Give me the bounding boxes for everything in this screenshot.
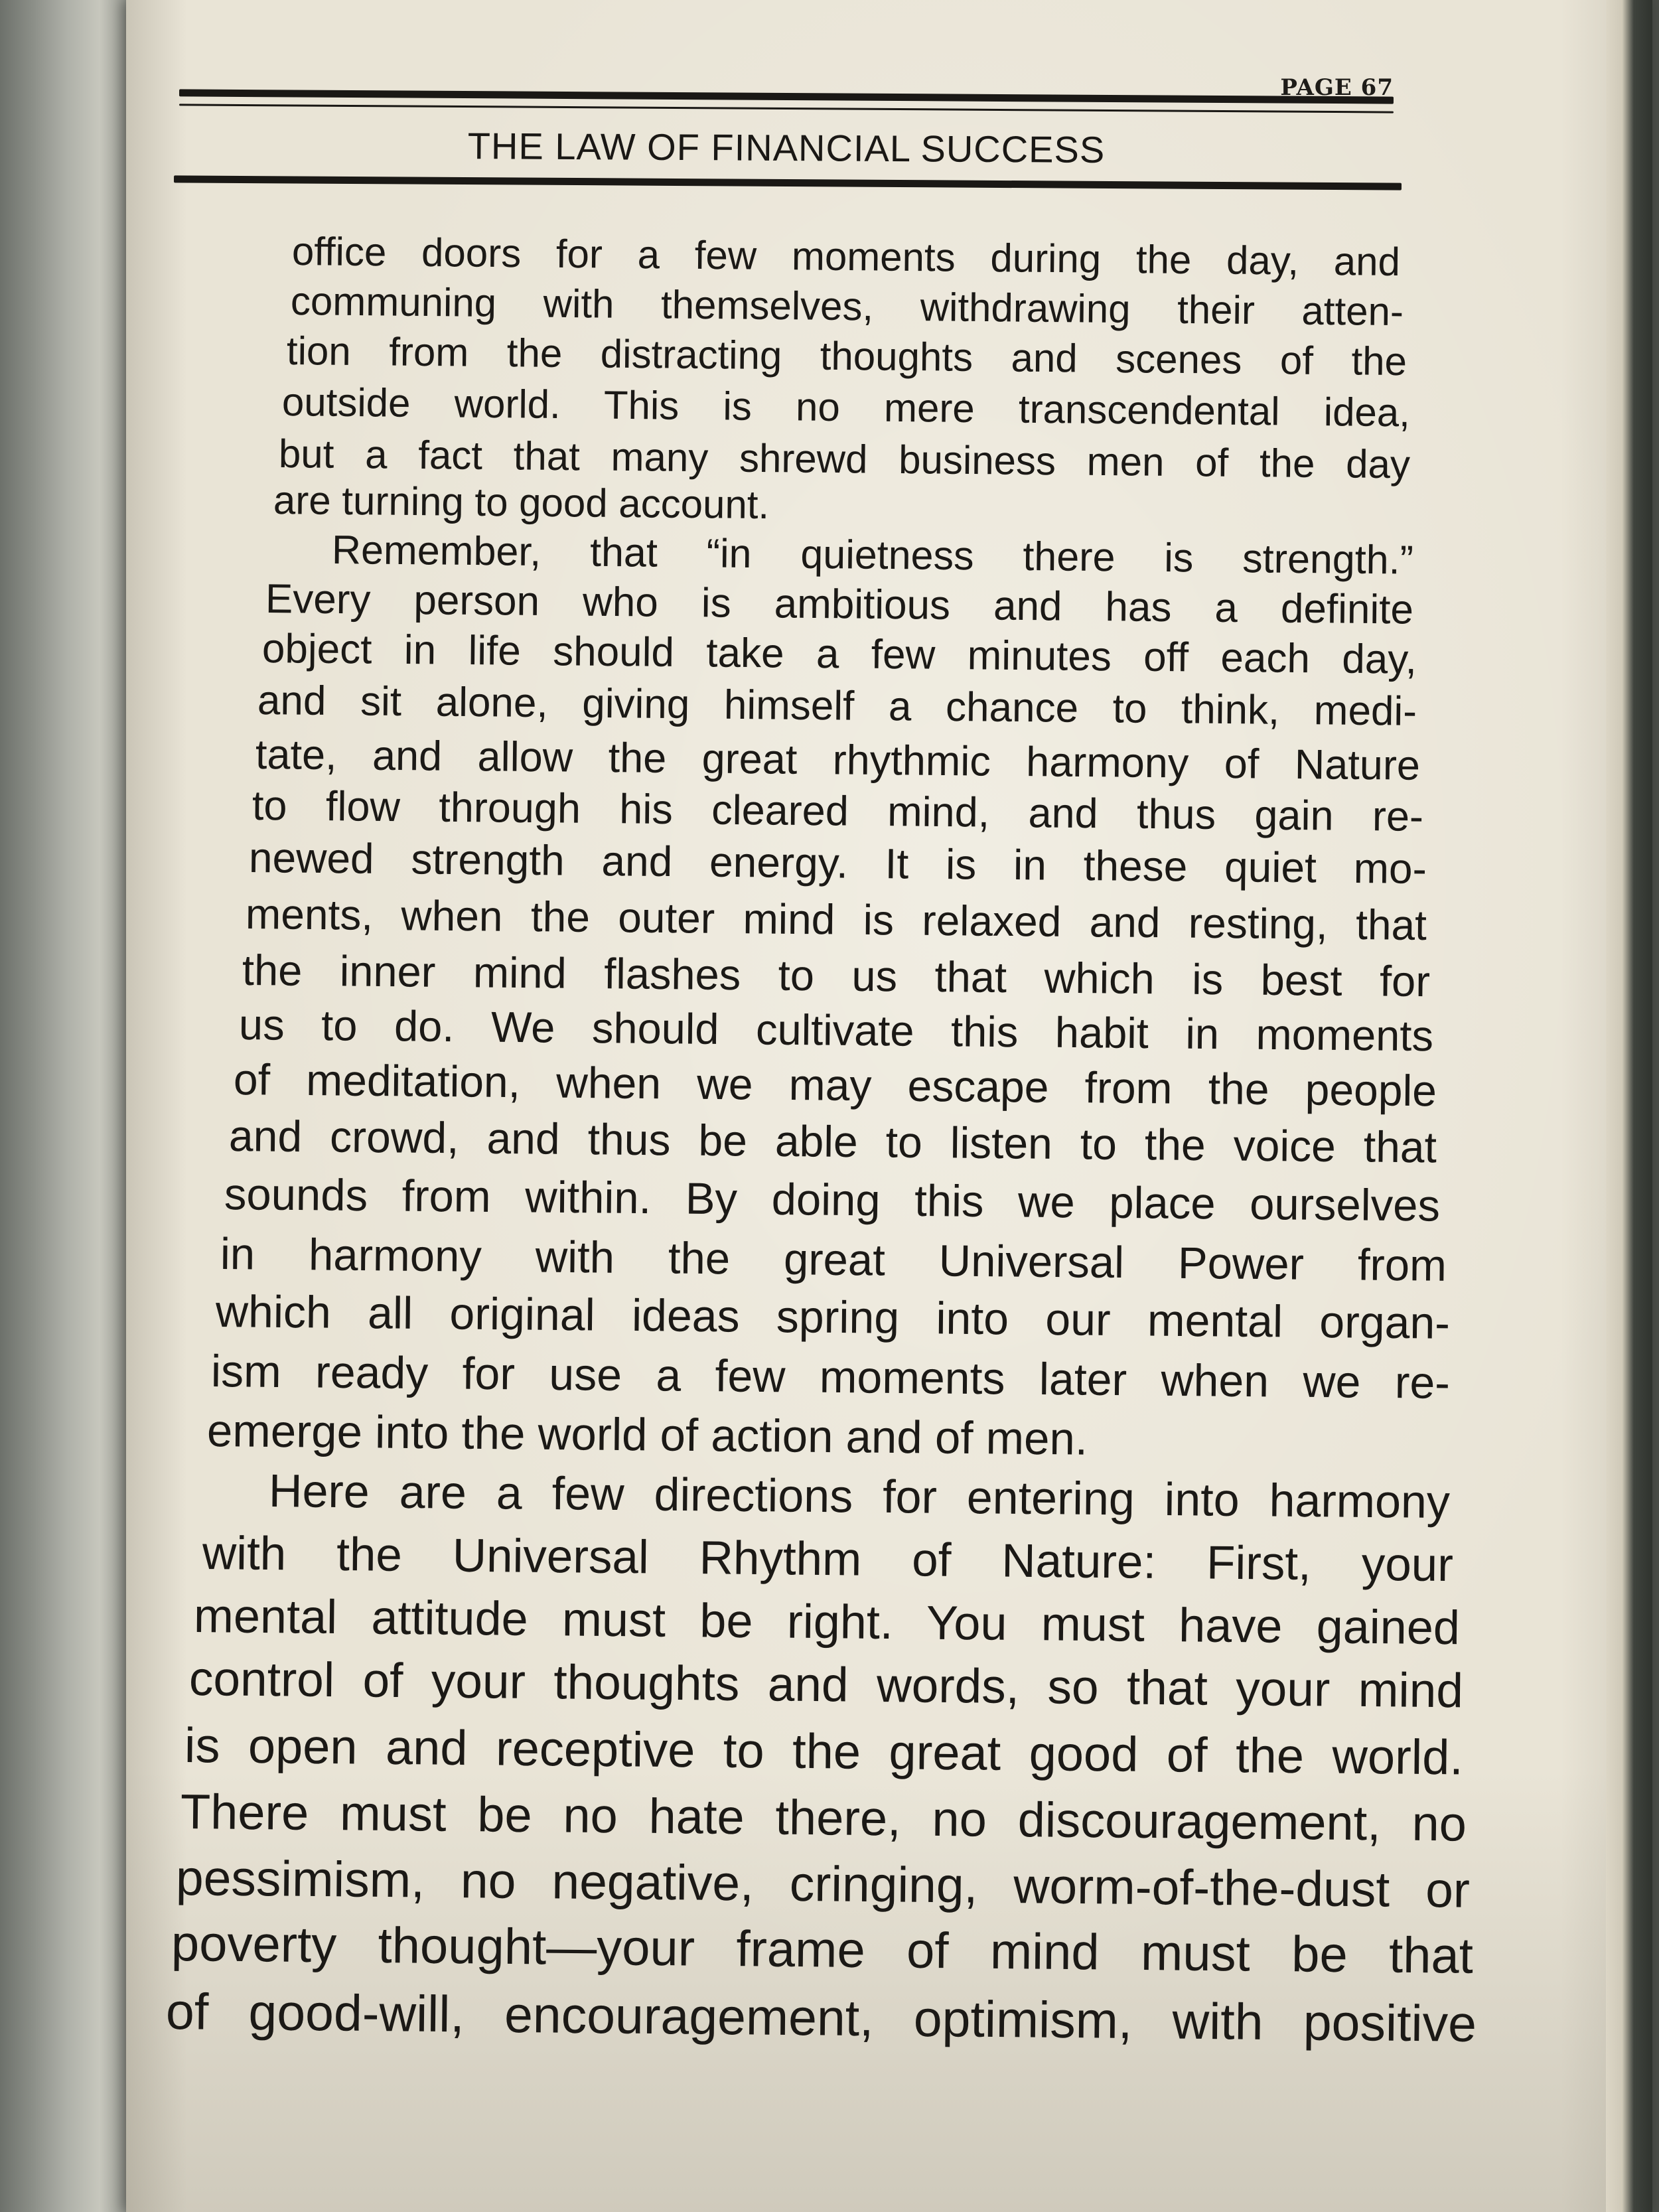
text-line: sounds from within. By doing this we place ourselves: [224, 1169, 1441, 1231]
text-line: tate, and allow the great rhythmic harmony of Nature: [255, 731, 1421, 790]
text-line: object in life should take a few minutes off each day,: [261, 626, 1417, 683]
text-line: Here are a few directions for entering into harmony: [268, 1464, 1451, 1528]
text-line: Every person who is ambitious and has a definite: [265, 576, 1414, 633]
text-line: pessimism, no negative, cringing, worm-of-the-dust or: [175, 1850, 1471, 1918]
text-line: with the Universal Rhythm of Nature: First, your: [202, 1526, 1454, 1591]
text-line: ism ready for use a few moments later when we re-: [210, 1346, 1451, 1409]
text-line: poverty thought—your frame of mind must be that: [171, 1915, 1474, 1985]
text-line: to flow through his cleared mind, and thus gain re-: [252, 782, 1424, 841]
text-line: control of your thoughts and words, so that your mind: [188, 1651, 1464, 1718]
text-line: communing with themselves, withdrawing their atten-: [290, 279, 1404, 334]
text-line: of good-will, encouragement, optimism, with positive: [165, 1982, 1477, 2053]
text-line: emerge into the world of action and of men.: [206, 1405, 1088, 1465]
text-line: mental attitude must be right. You must have gained: [193, 1589, 1461, 1655]
text-line: in harmony with the great Universal Power from: [220, 1229, 1447, 1291]
text-line: outside world. This is no mere transcendental idea,: [281, 380, 1411, 435]
text-line: but a fact that many shrewd business men of the day: [278, 431, 1411, 487]
text-line: newed strength and energy. It is in these quiet mo-: [248, 833, 1427, 893]
text-line: is open and receptive to the great good of the world.: [184, 1718, 1464, 1785]
text-line: are turning to good account.: [273, 478, 770, 528]
text-line: Remember, that “in quietness there is strength.”: [331, 527, 1414, 583]
text-line: There must be no hate there, no discouragement, no: [180, 1784, 1467, 1852]
text-line: tion from the distracting thoughts and scenes of the: [286, 329, 1407, 384]
text-line: ments, when the outer mind is relaxed and resting, that: [245, 889, 1427, 949]
text-line: of meditation, when we may escape from the people: [233, 1054, 1437, 1116]
running-title: THE LAW OF FINANCIAL SUCCESS: [467, 125, 1106, 171]
page-number: PAGE 67: [1280, 74, 1394, 101]
text-line: which all original ideas spring into our mental organ-: [215, 1286, 1451, 1349]
text-line: and sit alone, giving himself a chance to think, medi-: [257, 678, 1417, 735]
text-line: office doors for a few moments during the day, and: [291, 229, 1401, 285]
text-line: the inner mind flashes to us that which is best for: [242, 945, 1431, 1005]
text-line: and crowd, and thus be able to listen to the voice that: [228, 1110, 1437, 1172]
text-line: us to do. We should cultivate this habit in moments: [238, 999, 1434, 1061]
